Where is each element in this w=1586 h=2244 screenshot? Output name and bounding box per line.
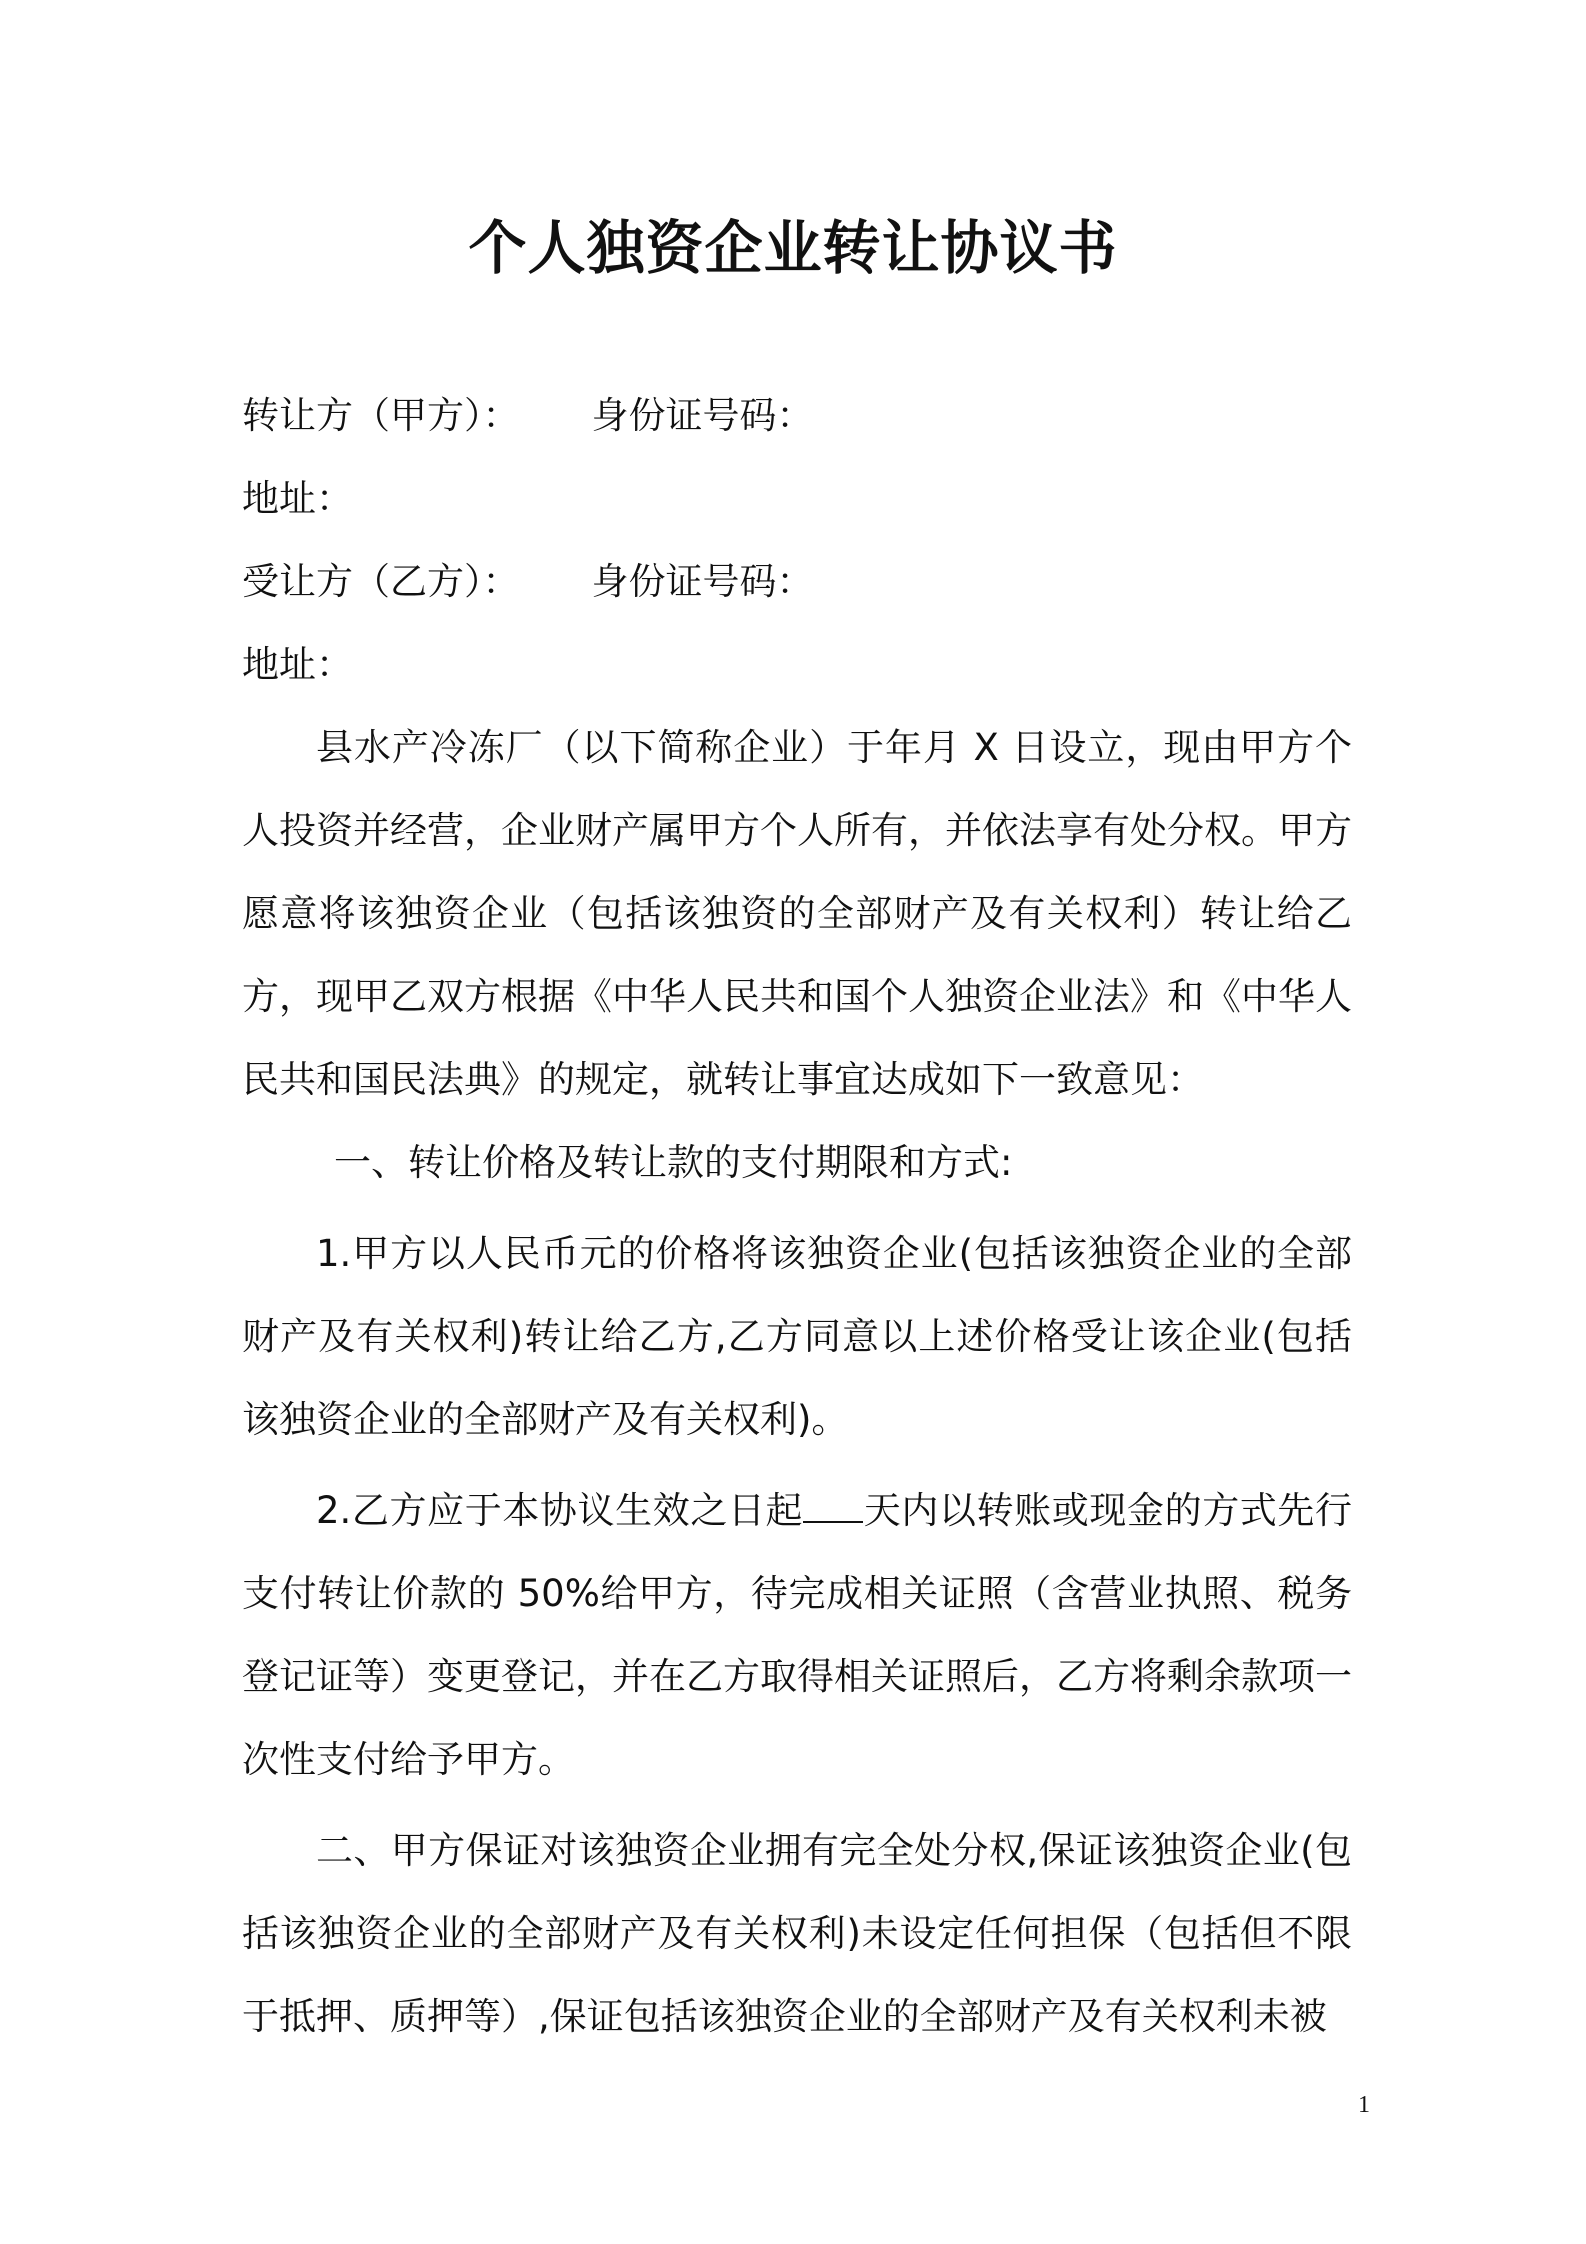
intro-paragraph: 县水产冷冻厂（以下简称企业）于年月 X 日设立，现由甲方个人投资并经营，企业财产属甲方个人所有，并依法享有处分权。甲方愿意将该独资企业（包括该独资的全部财产及有关权利）转让给乙方，现甲乙双方根据《中华人民共和国个人独资企业法》和《中华人民共和国民法典》的规定，就转让事宜达成如下一致意见： [242, 726, 1352, 1101]
transferor-id-label: 身份证号码： [591, 394, 814, 437]
transferee-label: 受让方（乙方）： [242, 560, 520, 603]
document-title: 个人独资企业转让协议书 [468, 214, 1118, 282]
transferee-address-label: 地址： [242, 643, 353, 686]
section-one-heading: 一、转让价格及转让款的支付期限和方式: [334, 1141, 1013, 1184]
clause-2-part-1: 2.乙方应于本协议生效之日起 [316, 1489, 804, 1532]
blank-line [803, 1491, 863, 1523]
transferor-address-label: 地址： [242, 477, 353, 520]
page-number: 1 [1358, 2092, 1370, 2118]
transferee-id-label: 身份证号码： [591, 560, 814, 603]
transferor-label: 转让方（甲方）： [242, 394, 520, 437]
clause-2-paragraph [242, 1469, 1352, 1801]
transferor-line [242, 374, 1352, 457]
transferee-line [242, 540, 1352, 623]
section-two-paragraph: 二、甲方保证对该独资企业拥有完全处分权,保证该独资企业(包括该独资企业的全部财产及有关权利)未设定任何担保（包括但不限于抵押、质押等）,保证包括该独资企业的全部财产及有关权利未被 [242, 1829, 1352, 2038]
clause-2-part-2: 天内以转账或现金的方式先行支付转让价款的 50%给甲方，待完成相关证照（含营业执照、税务登记证等）变更登记，并在乙方取得相关证照后，乙方将剩余款项一次性支付给予甲方。 [242, 1489, 1352, 1781]
document-body [242, 374, 1352, 2058]
transferee-address-line [242, 623, 1352, 706]
clause-1-paragraph: 1.甲方以人民币元的价格将该独资企业(包括该独资企业的全部财产及有关权利)转让给乙方,乙方同意以上述价格受让该企业(包括该独资企业的全部财产及有关权利)。 [242, 1232, 1352, 1441]
transferor-address-line [242, 457, 1352, 540]
